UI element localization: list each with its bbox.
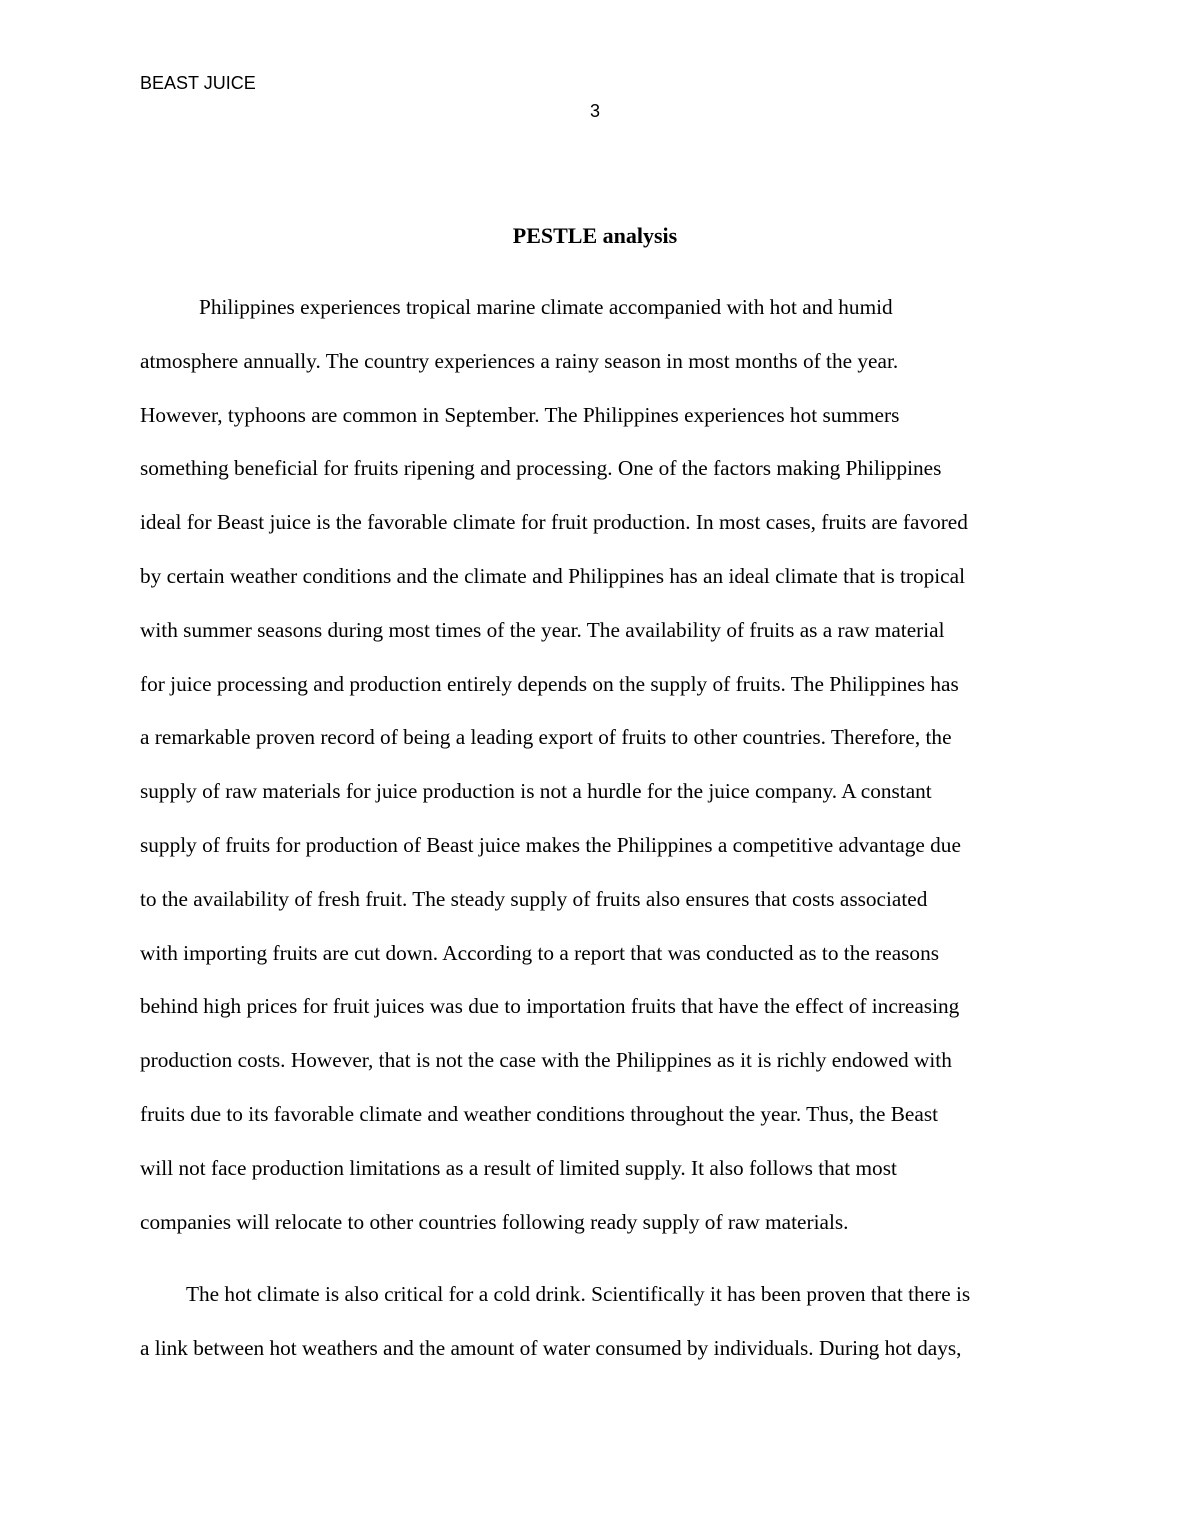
- paragraph-line: a link between hot weathers and the amount of water consumed by individuals. During hot days,: [140, 1335, 962, 1360]
- paragraph-line: supply of fruits for production of Beast juice makes the Philippines a competitive advantage due: [140, 832, 961, 857]
- paragraph-line: with importing fruits are cut down. According to a report that was conducted as to the reasons: [140, 940, 940, 965]
- paragraph-line: behind high prices for fruit juices was due to importation fruits that have the effect of increasing: [140, 994, 960, 1019]
- paragraph-line: supply of raw materials for juice production is not a hurdle for the juice company. A constant: [140, 779, 932, 804]
- paragraph-line: a remarkable proven record of being a leading export of fruits to other countries. Therefore, the: [140, 725, 952, 750]
- paragraph-climate: [140, 281, 1055, 1249]
- paragraph-line: with summer seasons during most times of the year. The availability of fruits as a raw material: [140, 617, 945, 642]
- paragraph-line: However, typhoons are common in September. The Philippines experiences hot summers: [140, 402, 900, 427]
- paragraph-line: Philippines experiences tropical marine climate accompanied with hot and humid: [199, 295, 893, 319]
- paragraph-line: fruits due to its favorable climate and weather conditions throughout the year. Thus, the Beast: [140, 1101, 939, 1126]
- paragraph-line: by certain weather conditions and the climate and Philippines has an ideal climate that is tropical: [140, 563, 965, 588]
- page-number: 3: [589, 101, 600, 121]
- paragraph-line: for juice processing and production entirely depends on the supply of fruits. The Philippines has: [140, 671, 959, 696]
- paragraph-line: companies will relocate to other countries following ready supply of raw materials.: [140, 1209, 849, 1234]
- paragraph-line: The hot climate is also critical for a cold drink. Scientifically it has been proven that there is: [186, 1282, 971, 1306]
- paragraph-line: production costs. However, that is not the case with the Philippines as it is richly endowed with: [140, 1048, 952, 1073]
- paragraph-line: to the availability of fresh fruit. The steady supply of fruits also ensures that costs associated: [140, 886, 928, 911]
- paragraph-line: will not face production limitations as a result of limited supply. It also follows that most: [140, 1155, 897, 1180]
- section-title: PESTLE analysis: [512, 223, 678, 248]
- paragraph-line: something beneficial for fruits ripening and processing. One of the factors making Philippines: [140, 456, 942, 481]
- paragraph-line: atmosphere annually. The country experiences a rainy season in most months of the year.: [140, 348, 899, 373]
- paragraph-hot-climate: [140, 1268, 1055, 1376]
- running-head: BEAST JUICE: [140, 73, 256, 93]
- paragraph-line: ideal for Beast juice is the favorable climate for fruit production. In most cases, fruits are favored: [140, 510, 968, 535]
